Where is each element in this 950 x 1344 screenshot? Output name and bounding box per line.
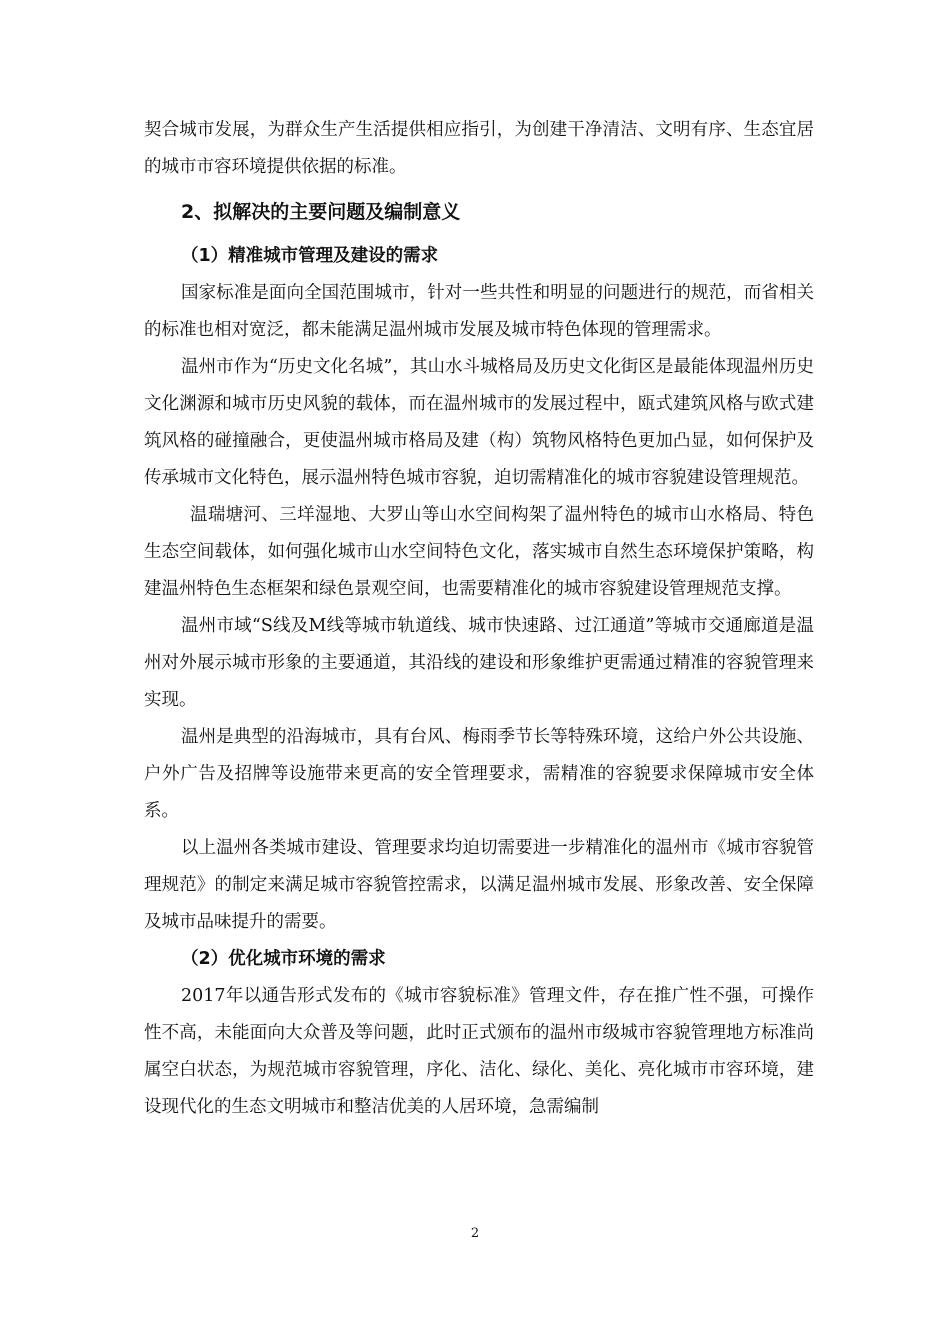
- paragraph-continuation: 契合城市发展，为群众生产生活提供相应指引，为创建干净清洁、文明有序、生态宜居的城市市容环境提供依据的标准。: [144, 120, 814, 177]
- paragraph-transport-corridor: 温州市域“S线及M线等城市轨道线、城市快速路、过江通道”等城市交通廊道是温州对外展示城市形象的主要通道，其沿线的建设和形象维护更需通过精准的容貌管理来实现。: [144, 616, 814, 710]
- paragraph-coastal-city: 温州是典型的沿海城市，具有台风、梅雨季节长等特殊环境，这给户外公共设施、户外广告及招牌等设施带来更高的安全管理要求，需精准的容貌要求保障城市安全体系。: [144, 727, 814, 821]
- paragraph-2017-notice: 2017年以通告形式发布的《城市容貌标准》管理文件，存在推广性不强，可操作性不高，未能面向大众普及等问题，此时正式颁布的温州市级城市容貌管理地方标准尚属空白状态，为规范城市容貌管理，序化、洁化、绿化、美化、亮化城市市容环境，建设现代化的生态文明城市和整洁优美的人居环境，急需编制: [144, 986, 814, 1117]
- paragraph-summary: 以上温州各类城市建设、管理要求均迫切需要进一步精准化的温州市《城市容貌管理规范》的制定来满足城市容貌管控需求，以满足温州城市发展、形象改善、安全保障及城市品味提升的需要。: [144, 838, 814, 932]
- page-number: 2: [470, 1226, 480, 1241]
- paragraph-historic-city: 温州市作为“历史文化名城”，其山水斗城格局及历史文化街区是最能体现温州历史文化渊源和城市历史风貌的载体，而在温州城市的发展过程中，瓯式建筑风格与欧式建筑风格的碰撞融合，更使温州城市格局及建（构）筑物风格特色更加凸显，如何保护及传承城市文化特色，展示温州特色城市容貌，迫切需精准化的城市容貌建设管理规范。: [144, 357, 814, 488]
- paragraph-national-standard: 国家标准是面向全国范围城市，针对一些共性和明显的问题进行的规范，而省相关的标准也相对宽泛，都未能满足温州城市发展及城市特色体现的管理需求。: [144, 283, 814, 340]
- section-heading: 2、拟解决的主要问题及编制意义: [181, 201, 461, 223]
- subsection-heading-2: （2）优化城市环境的需求: [181, 949, 386, 969]
- subsection-heading-1: （1）精准城市管理及建设的需求: [181, 246, 439, 266]
- paragraph-landscape: 温瑞塘河、三垟湿地、大罗山等山水空间构架了温州特色的城市山水格局、特色生态空间载体，如何强化城市山水空间特色文化，落实城市自然生态环境保护策略，构建温州特色生态框架和绿色景观空间，也需要精准化的城市容貌建设管理规范支撑。: [144, 505, 814, 599]
- page-body: [144, 112, 814, 1126]
